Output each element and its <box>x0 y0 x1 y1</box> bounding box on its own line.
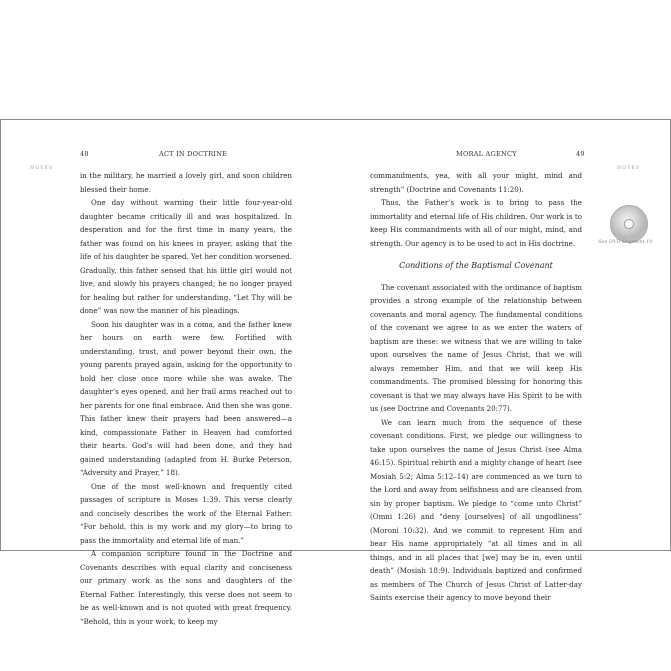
page-top-edge <box>0 119 671 120</box>
paragraph: in the military, he married a lovely girl, and soon children blessed their home. <box>80 171 292 194</box>
right-page-number: 49 <box>576 150 585 158</box>
paragraph: commandments, yea, with all your might, mind and strength” (Doctrine and Covenants 11:20). <box>370 171 582 194</box>
page-left-edge <box>0 119 1 551</box>
right-notes-label: NOTES <box>617 166 641 171</box>
left-page-number: 48 <box>80 150 89 158</box>
dvd-hole <box>624 219 634 229</box>
paragraph: We can learn much from the sequence of these covenant conditions. First, we pledge our willingness to take upon ourselves the name of Jesus Christ (see Alma 46:15). Spiritual rebirth and a mighty change of heart (see Mosiah 5:2; Alma 5:12–14) are commenced as we turn to the Lord and away from selfishness and are cleansed from sin by proper baptism. We pledge to “come unto Christ” (Omni 1:26) and “deny [ourselves] of all ungodliness” (Moroni 10:32). And we commit to represent Him and bear His name appropriately “at all times and in all things, and in all places that [we] may be in, even until death” (Mosiah 18:9). Individuals baptized and confirmed as members of The Church of Jesus Christ of Latter-day Saints exercise their agency to move beyond their <box>370 417 582 602</box>
paragraph: One of the most well-known and frequently cited passages of scripture is Moses 1:39. This verse clearly and concisely describes the work of the Eternal Father: “For behold, this is my work and my glory—to bring to pass the immortality and eternal life of man.” <box>80 481 292 545</box>
paragraph: The covenant associated with the ordinance of baptism provides a strong example of the relationship between covenants and moral agency. The fundamental conditions of the covenant we agree to as we enter the waters of baptism are these: we witness that we are willing to take upon ourselves the name of Jesus Christ, that we will always remember Him, and that we will keep His commandments. The promised blessing for honoring this covenant is that we may always have His Spirit to be with us (see Doctrine and Covenants 20:77). <box>370 282 582 413</box>
dvd-disc-icon <box>610 205 648 243</box>
paragraph: Thus, the Father’s work is to bring to pass the immortality and eternal life of His children. Our work is to keep His commandments with all of our might, mind, and strength. Our agency is to be used to act in His doctrine. <box>370 198 582 248</box>
paragraph: One day without warning their little four-year-old daughter became critically ill and was hospitalized. In desperation and for the first time in many years, the father was found on his knees in prayer, asking that the life of his daughter be spared. Yet her condition worsened. Gradually, this father sensed that his little girl would not live, and slowly his prayers changed; he no longer prayed for healing but rather for understanding. “Let Thy will be done” was now the manner of his pleadings. <box>80 198 292 315</box>
paragraph: A companion scripture found in the Doctrine and Covenants describes with equal clarity and conciseness our primary work as the sons and daughters of the Eternal Father. Interestingly, this verse does not seem to be as well-known and is not quoted with great frequency. “Behold, this is your work, to keep my <box>80 549 292 626</box>
right-running-head: MORAL AGENCY <box>456 150 517 158</box>
paragraph: Soon his daughter was in a coma, and the father knew her hours on earth were few. Fortified with understanding, trust, and power beyond their own, the young parents prayed again, asking for the opportunity to hold her close once more while she was awake. The daughter’s eyes opened, and her frail arms reached out to her parents for one final embrace. And then she was gone. This father knew their prayers had been answered—a kind, compassionate Father in Heaven had comforted their hearts. God’s will had been done, and they had gained understanding (adapted from H. Burke Peterson, “Adversity and Prayer,” 18). <box>80 319 292 477</box>
left-text-column <box>80 169 292 628</box>
section-heading: Conditions of the Baptismal Covenant <box>399 261 553 270</box>
left-notes-label: NOTES <box>30 166 54 171</box>
left-running-head: ACT IN DOCTRINE <box>159 150 228 158</box>
right-text-column <box>370 169 582 605</box>
dvd-caption: See DVD Segment 10 <box>598 239 653 245</box>
